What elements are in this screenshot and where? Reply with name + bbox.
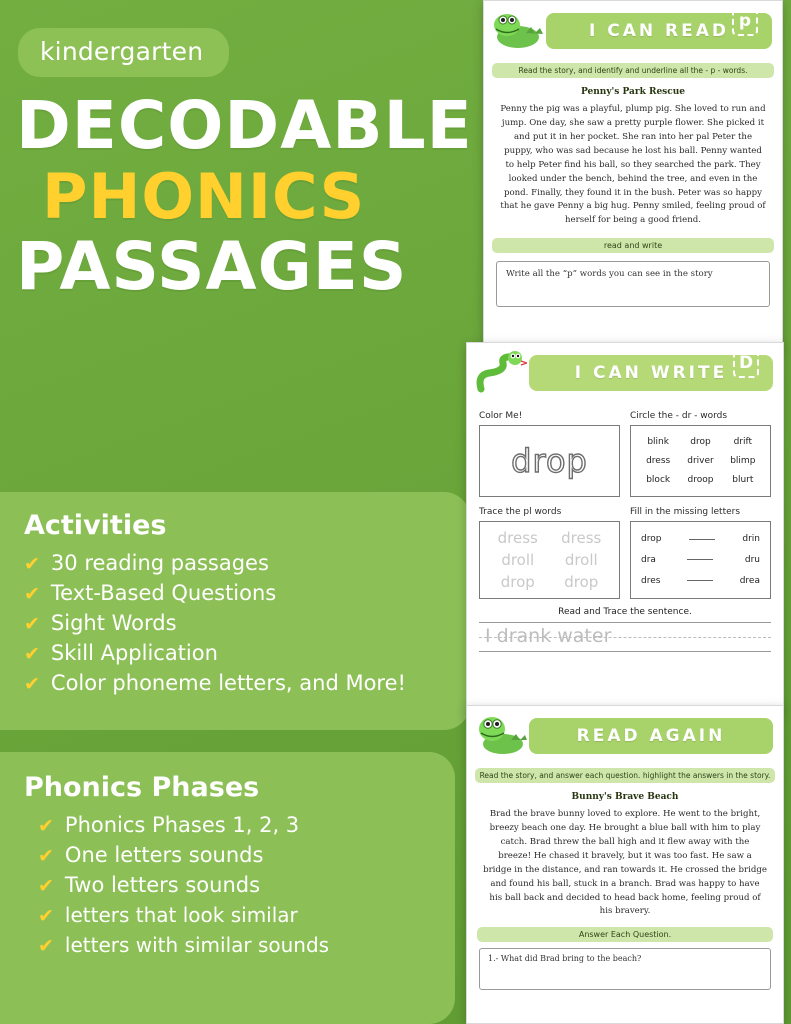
sentence-label: Read and Trace the sentence. <box>558 607 692 617</box>
sheet1-instruction: Read the story, and identify and underline all the - p - words. <box>492 63 774 78</box>
sheet3-title-bar <box>529 718 773 754</box>
word-row <box>637 437 764 447</box>
sheet3-instruction: Read the story, and answer each question. highlight the answers in the story. <box>475 768 775 783</box>
word[interactable]: droop <box>687 475 714 486</box>
circle-words-box[interactable] <box>630 425 771 497</box>
word[interactable]: blink <box>647 436 669 447</box>
trace-row <box>486 529 613 547</box>
worksheet-read-again <box>466 705 784 1024</box>
word-row <box>637 475 764 485</box>
fill-word: dra <box>641 554 656 565</box>
title-line-1: DECODABLE <box>16 87 473 164</box>
list-item <box>38 903 455 927</box>
circle-words-label: Circle the - dr - words <box>630 411 728 421</box>
word-row <box>637 456 764 466</box>
page-title <box>16 87 486 305</box>
circle-words-section <box>630 407 771 497</box>
check-icon: ✔ <box>24 673 40 695</box>
sheet2-title-bar <box>529 355 773 391</box>
activities-card <box>0 492 470 730</box>
title-line-2: PHONICS <box>42 160 366 234</box>
trace-row <box>486 573 613 591</box>
trace-section <box>479 503 620 599</box>
phase-label: One letters sounds <box>64 843 264 867</box>
activity-label: Text-Based Questions <box>50 581 277 605</box>
crocodile-mascot <box>492 7 544 53</box>
activity-label: 30 reading passages <box>50 551 269 575</box>
fill-word: drea <box>739 575 760 586</box>
worksheet-i-can-write <box>466 342 784 712</box>
sheet1-title: I CAN READ <box>589 21 729 41</box>
word[interactable]: drift <box>733 436 753 447</box>
phase-label: letters that look similar <box>64 903 298 927</box>
sheet1-title-bar <box>546 13 772 49</box>
phase-label: Two letters sounds <box>64 873 261 897</box>
trace-label: Trace the pl words <box>479 507 562 517</box>
word[interactable]: blurt <box>732 475 754 486</box>
list-item <box>38 813 455 837</box>
list-item <box>24 611 470 635</box>
fill-box[interactable] <box>630 521 771 599</box>
fill-row <box>641 555 760 565</box>
check-icon: ✔ <box>38 905 54 927</box>
activity-label: Skill Application <box>50 641 218 665</box>
blank-line[interactable] <box>687 559 713 560</box>
color-me-word: drop <box>511 442 588 480</box>
trace-box[interactable] <box>479 521 620 599</box>
fill-section <box>630 503 771 599</box>
trace-word: dress <box>497 529 538 547</box>
sheet2-header <box>467 343 783 401</box>
phase-label: letters with similar sounds <box>64 933 330 957</box>
title-line-3: PASSAGES <box>16 227 408 305</box>
sheet1-task-box[interactable]: Write all the “p” words you can see in the story <box>496 261 770 307</box>
sentence-text: I drank water <box>485 625 612 647</box>
sheet3-header <box>467 706 783 764</box>
sheet3-story-title: Bunny's Brave Beach <box>571 792 679 802</box>
check-icon: ✔ <box>24 613 40 635</box>
phases-list <box>24 813 455 957</box>
phase-label: Phonics Phases 1, 2, 3 <box>64 813 300 837</box>
trace-word: droll <box>501 551 535 569</box>
word[interactable]: blimp <box>730 455 756 466</box>
activity-label: Sight Words <box>50 611 177 635</box>
sheet1-header <box>484 1 782 59</box>
fill-word: dres <box>641 575 661 586</box>
sheet3-question-1[interactable]: 1.- What did Brad bring to the beach? <box>479 948 771 990</box>
fill-word: drin <box>742 534 760 545</box>
sheet1-story-title: Penny's Park Rescue <box>580 87 685 97</box>
sheet3-band: Answer Each Question. <box>477 927 773 942</box>
fill-label: Fill in the missing letters <box>630 507 741 517</box>
word[interactable]: driver <box>687 455 714 466</box>
fill-row <box>641 576 760 586</box>
fill-word: drop <box>641 534 662 545</box>
list-item <box>38 933 455 957</box>
list-item <box>24 551 470 575</box>
list-item <box>38 843 455 867</box>
check-icon: ✔ <box>38 845 54 867</box>
sheet1-letter-badge: p <box>732 6 758 36</box>
list-item <box>24 581 470 605</box>
sheet1-band: read and write <box>492 238 774 253</box>
check-icon: ✔ <box>24 553 40 575</box>
sheet2-letter-badge: D <box>733 348 759 378</box>
activities-list <box>24 551 470 695</box>
check-icon: ✔ <box>24 643 40 665</box>
blank-line[interactable] <box>689 539 715 540</box>
fill-row <box>641 534 760 544</box>
check-icon: ✔ <box>24 583 40 605</box>
fill-word: dru <box>744 554 760 565</box>
list-item <box>24 671 470 695</box>
color-me-label: Color Me! <box>479 411 523 421</box>
check-icon: ✔ <box>38 815 54 837</box>
list-item <box>38 873 455 897</box>
worksheet-i-can-read <box>483 0 783 350</box>
snake-mascot <box>475 349 527 395</box>
word[interactable]: dress <box>646 455 671 466</box>
word[interactable]: drop <box>690 436 711 447</box>
grade-pill: kindergarten <box>18 28 229 77</box>
check-icon: ✔ <box>38 935 54 957</box>
activities-heading: Activities <box>24 510 167 541</box>
activity-label: Color phoneme letters, and More! <box>50 671 406 695</box>
crocodile-mascot <box>475 712 527 758</box>
check-icon: ✔ <box>38 875 54 897</box>
sheet2-row-1 <box>467 401 783 497</box>
color-me-section <box>479 407 620 497</box>
word[interactable]: block <box>646 475 671 486</box>
blank-line[interactable] <box>687 580 713 581</box>
sentence-trace-box[interactable] <box>479 622 771 652</box>
trace-row <box>486 551 613 569</box>
sheet3-story-text: Brad the brave bunny loved to explore. He went to the bright, breezy beach one day. He brought a blue ball with him to play catch. Brad threw the ball high and it flew away with the breeze! He chased it bravely, but it was too fast. He saw a bridge in the distance, and ran towards it. He crossed the bridge and found his ball, stuck in a branch. Brad was happy to have his ball back and decided to head back home, feeling proud of his bravery. <box>483 809 767 917</box>
sheet2-title: I CAN WRITE <box>574 363 728 383</box>
phases-heading: Phonics Phases <box>24 772 260 803</box>
trace-word: drop <box>500 573 535 591</box>
sheet2-row-2 <box>467 497 783 599</box>
phonics-phases-card <box>0 752 455 1024</box>
sheet3-title: READ AGAIN <box>576 726 726 746</box>
color-me-box[interactable] <box>479 425 620 497</box>
trace-word: droll <box>564 551 598 569</box>
list-item <box>24 641 470 665</box>
trace-word: dress <box>561 529 602 547</box>
trace-word: drop <box>564 573 599 591</box>
sheet1-story-text: Penny the pig was a playful, plump pig. She loved to run and jump. One day, she saw a pretty purple flower. She picked it and put it in her pocket. She ran into her pal Peter the puppy, who was sad because he lost his ball. Penny wanted to help Peter find his ball, so they searched the park. They looked under the bench, behind the tree, and even in the pond. Finally, they found it in the bush. Peter was so happy that he gave Penny a big hug. Penny smiled, feeling proud of herself for being a good friend. <box>500 104 766 226</box>
